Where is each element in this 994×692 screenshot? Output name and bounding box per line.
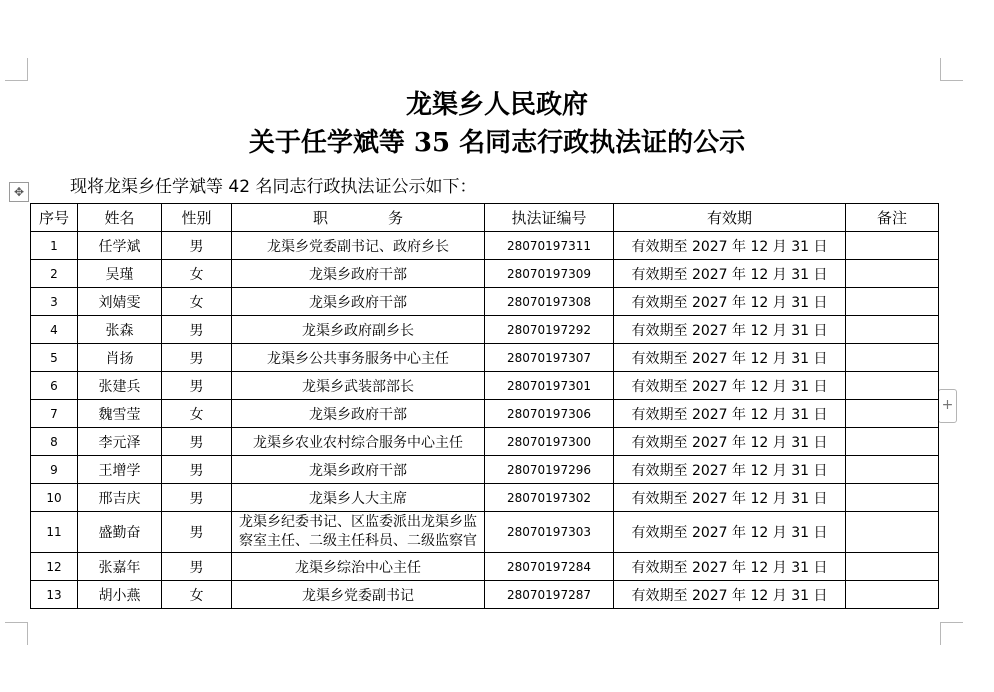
row-gender: 男 — [162, 484, 232, 512]
row-duty: 龙渠乡政府干部 — [232, 260, 485, 288]
row-cert-number: 28070197308 — [485, 288, 614, 316]
row-duty: 龙渠乡人大主席 — [232, 484, 485, 512]
header-seq: 序号 — [31, 204, 78, 232]
document-subtitle: 关于任学斌等 35 名同志行政执法证的公示 — [248, 128, 746, 158]
row-note — [846, 581, 939, 609]
row-gender: 男 — [162, 456, 232, 484]
row-seq: 13 — [31, 581, 78, 609]
row-validity: 有效期至 2027 年 12 月 31 日 — [614, 553, 846, 581]
row-name: 邢吉庆 — [78, 484, 162, 512]
header-note: 备注 — [846, 204, 939, 232]
row-note — [846, 232, 939, 260]
row-note — [846, 372, 939, 400]
row-gender: 男 — [162, 232, 232, 260]
add-column-icon[interactable]: + — [938, 389, 957, 423]
table-row — [31, 288, 939, 316]
table-row — [31, 553, 939, 581]
table-row — [31, 316, 939, 344]
row-note — [846, 512, 939, 553]
personnel-table — [30, 203, 939, 609]
row-gender: 男 — [162, 372, 232, 400]
row-cert-number: 28070197292 — [485, 316, 614, 344]
row-name: 王增学 — [78, 456, 162, 484]
row-validity: 有效期至 2027 年 12 月 31 日 — [614, 512, 846, 553]
table-row — [31, 344, 939, 372]
header-name: 姓名 — [78, 204, 162, 232]
row-cert-number: 28070197300 — [485, 428, 614, 456]
row-note — [846, 400, 939, 428]
row-gender: 女 — [162, 400, 232, 428]
row-seq: 1 — [31, 232, 78, 260]
row-validity: 有效期至 2027 年 12 月 31 日 — [614, 581, 846, 609]
row-cert-number: 28070197311 — [485, 232, 614, 260]
row-note — [846, 456, 939, 484]
row-duty: 龙渠乡政府干部 — [232, 456, 485, 484]
row-duty: 龙渠乡政府干部 — [232, 288, 485, 316]
row-cert-number: 28070197284 — [485, 553, 614, 581]
row-cert-number: 28070197296 — [485, 456, 614, 484]
row-duty: 龙渠乡综治中心主任 — [232, 553, 485, 581]
row-note — [846, 288, 939, 316]
row-cert-number: 28070197307 — [485, 344, 614, 372]
row-cert-number: 28070197301 — [485, 372, 614, 400]
row-seq: 8 — [31, 428, 78, 456]
row-validity: 有效期至 2027 年 12 月 31 日 — [614, 344, 846, 372]
row-name: 张森 — [78, 316, 162, 344]
row-note — [846, 344, 939, 372]
row-note — [846, 484, 939, 512]
row-duty: 龙渠乡公共事务服务中心主任 — [232, 344, 485, 372]
row-note — [846, 553, 939, 581]
row-validity: 有效期至 2027 年 12 月 31 日 — [614, 484, 846, 512]
row-seq: 11 — [31, 512, 78, 553]
row-duty: 龙渠乡武装部部长 — [232, 372, 485, 400]
row-note — [846, 428, 939, 456]
row-seq: 10 — [31, 484, 78, 512]
row-duty: 龙渠乡农业农村综合服务中心主任 — [232, 428, 485, 456]
row-name: 胡小燕 — [78, 581, 162, 609]
row-seq: 3 — [31, 288, 78, 316]
row-duty: 龙渠乡政府副乡长 — [232, 316, 485, 344]
row-name: 张嘉年 — [78, 553, 162, 581]
row-name: 肖扬 — [78, 344, 162, 372]
row-name: 李元泽 — [78, 428, 162, 456]
table-row — [31, 484, 939, 512]
row-gender: 男 — [162, 316, 232, 344]
row-note — [846, 260, 939, 288]
row-note — [846, 316, 939, 344]
row-duty: 龙渠乡政府干部 — [232, 400, 485, 428]
row-name: 吴瑾 — [78, 260, 162, 288]
row-cert-number: 28070197306 — [485, 400, 614, 428]
row-name: 魏雪莹 — [78, 400, 162, 428]
table-row — [31, 581, 939, 609]
row-validity: 有效期至 2027 年 12 月 31 日 — [614, 288, 846, 316]
page-corner-mark-top-right — [940, 58, 963, 81]
row-validity: 有效期至 2027 年 12 月 31 日 — [614, 232, 846, 260]
row-gender: 男 — [162, 344, 232, 372]
row-cert-number: 28070197303 — [485, 512, 614, 553]
row-cert-number: 28070197302 — [485, 484, 614, 512]
row-gender: 男 — [162, 428, 232, 456]
row-gender: 女 — [162, 260, 232, 288]
row-name: 张建兵 — [78, 372, 162, 400]
row-duty: 龙渠乡党委副书记、政府乡长 — [232, 232, 485, 260]
table-row — [31, 456, 939, 484]
row-validity: 有效期至 2027 年 12 月 31 日 — [614, 260, 846, 288]
row-validity: 有效期至 2027 年 12 月 31 日 — [614, 456, 846, 484]
row-seq: 7 — [31, 400, 78, 428]
table-row — [31, 260, 939, 288]
row-name: 任学斌 — [78, 232, 162, 260]
row-validity: 有效期至 2027 年 12 月 31 日 — [614, 372, 846, 400]
intro-paragraph: 现将龙渠乡任学斌等 42 名同志行政执法证公示如下： — [70, 177, 477, 197]
header-duty: 职 务 — [232, 204, 485, 232]
row-duty: 龙渠乡纪委书记、区监委派出龙渠乡监察室主任、二级主任科员、二级监察官 — [232, 512, 485, 553]
table-move-handle-icon[interactable]: ✥ — [9, 182, 29, 202]
row-gender: 女 — [162, 581, 232, 609]
header-gender: 性别 — [162, 204, 232, 232]
page-corner-mark-bottom-right — [940, 622, 963, 645]
row-validity: 有效期至 2027 年 12 月 31 日 — [614, 400, 846, 428]
row-seq: 6 — [31, 372, 78, 400]
page-corner-mark-top-left — [5, 58, 28, 81]
table-header-row — [31, 204, 939, 232]
table-row — [31, 512, 939, 553]
row-name: 盛勤奋 — [78, 512, 162, 553]
row-cert-number: 28070197309 — [485, 260, 614, 288]
table-row — [31, 400, 939, 428]
row-seq: 4 — [31, 316, 78, 344]
row-gender: 男 — [162, 553, 232, 581]
row-duty: 龙渠乡党委副书记 — [232, 581, 485, 609]
row-seq: 9 — [31, 456, 78, 484]
header-cert-number: 执法证编号 — [485, 204, 614, 232]
row-name: 刘婧雯 — [78, 288, 162, 316]
row-gender: 女 — [162, 288, 232, 316]
document-title: 龙渠乡人民政府 — [405, 90, 588, 120]
header-validity: 有效期 — [614, 204, 846, 232]
row-validity: 有效期至 2027 年 12 月 31 日 — [614, 316, 846, 344]
row-seq: 12 — [31, 553, 78, 581]
row-cert-number: 28070197287 — [485, 581, 614, 609]
row-gender: 男 — [162, 512, 232, 553]
table-row — [31, 428, 939, 456]
table-row — [31, 372, 939, 400]
table-row — [31, 232, 939, 260]
row-validity: 有效期至 2027 年 12 月 31 日 — [614, 428, 846, 456]
row-seq: 2 — [31, 260, 78, 288]
page-corner-mark-bottom-left — [5, 622, 28, 645]
row-seq: 5 — [31, 344, 78, 372]
